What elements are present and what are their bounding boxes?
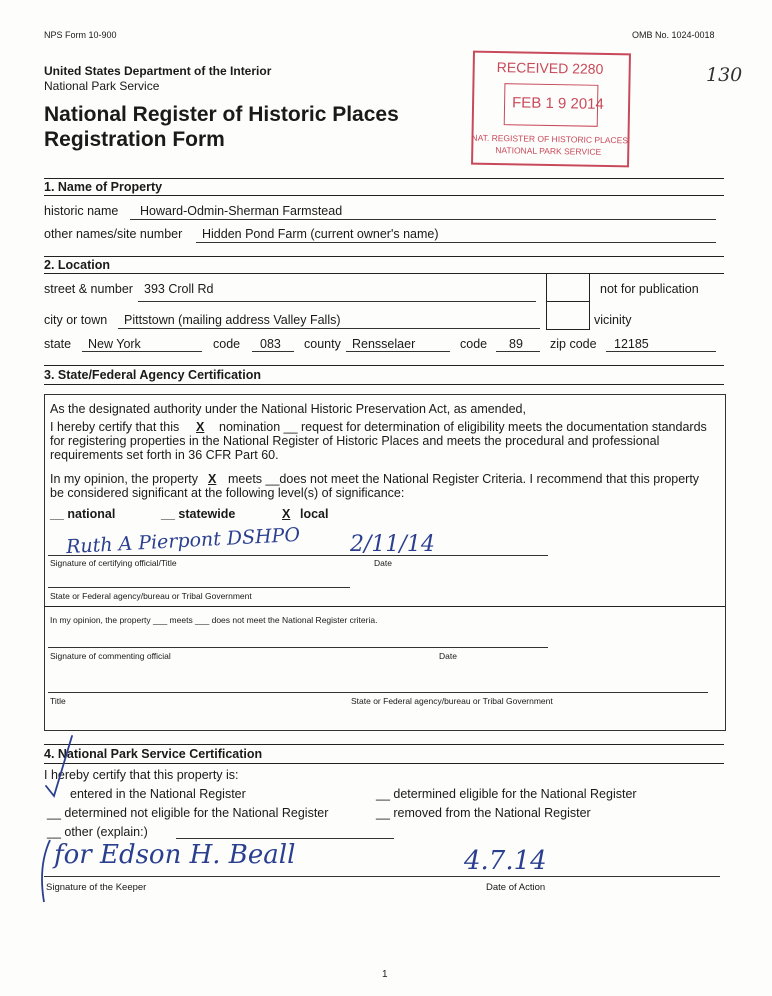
state-code-label: code (213, 337, 241, 351)
section3-rule-bottom (44, 384, 724, 385)
action-date-label: Date of Action (486, 882, 546, 893)
agency-label-2: State or Federal agency/bureau or Tribal Government (351, 696, 553, 706)
zip-line (606, 351, 716, 352)
cert-p2d: requirements set forth in 36 CFR Part 60. (50, 448, 279, 462)
page-number: 1 (382, 969, 388, 980)
department: United States Department of the Interior (44, 64, 272, 78)
cert-p1: As the designated authority under the National Historic Preservation Act, as amended, (50, 402, 526, 416)
county-code-label: code (460, 337, 488, 351)
state-code-value: 083 (260, 337, 281, 351)
street-label: street & number (44, 282, 133, 296)
county-line (346, 351, 450, 352)
level-local: local (300, 507, 329, 521)
section3-heading: 3. State/Federal Agency Certification (44, 368, 261, 382)
section1-rule-bottom (44, 195, 724, 196)
certifying-signature-label: Signature of certifying official/Title (50, 558, 177, 568)
city-value: Pittstown (mailing address Valley Falls) (124, 313, 341, 327)
received-stamp (471, 51, 631, 168)
stamp-line1: NAT. REGISTER OF HISTORIC PLACES (471, 132, 629, 146)
option-not-eligible[interactable]: __ determined not eligible for the National Register (47, 806, 329, 820)
cert-p2b: nomination __ request for determination of eligibility meets the documentation standards (219, 420, 707, 434)
option-entered[interactable]: entered in the National Register (70, 787, 246, 801)
cert-p2c: for registering properties in the National Register of Historic Places and meets the procedural and professional (50, 434, 660, 448)
section4-rule-bottom (44, 763, 724, 764)
section1-rule (44, 178, 724, 179)
certifying-date-label: Date (374, 558, 392, 568)
other-names-label: other names/site number (44, 227, 183, 241)
certifying-signature: Ruth A Pierpont DSHPO (65, 523, 301, 559)
option-removed[interactable]: __ removed from the National Register (376, 806, 591, 820)
agency-line (48, 587, 350, 588)
historic-name-line (130, 219, 716, 220)
state-code-line (252, 351, 294, 352)
city-line (118, 328, 540, 329)
level-national[interactable]: __ national (50, 507, 116, 521)
commenting-signature-label: Signature of commenting official (50, 651, 171, 661)
state-label: state (44, 337, 72, 351)
cert-p2-mark: X (196, 420, 205, 434)
section2-rule-bottom (44, 273, 724, 274)
commenting-signature-line (48, 647, 548, 648)
historic-name-value: Howard-Odmin-Sherman Farmstead (140, 204, 343, 218)
zip-value: 12185 (614, 337, 649, 351)
cert-p3b: meets __does not meet the National Register Criteria. I recommend that this property (228, 472, 700, 486)
handwritten-reference: 130 (706, 64, 743, 86)
certifying-signature-line (48, 555, 548, 556)
county-label: county (304, 337, 341, 351)
street-value: 393 Croll Rd (144, 282, 214, 296)
option-eligible[interactable]: __ determined eligible for the National Register (376, 787, 637, 801)
omb-number: OMB No. 1024-0018 (632, 30, 715, 40)
other-names-line (196, 242, 716, 243)
county-code-value: 89 (509, 337, 523, 351)
page-title-line2: Registration Form (44, 128, 225, 151)
state-value: New York (88, 337, 141, 351)
vicinity-checkbox[interactable] (546, 301, 590, 330)
stamp-line2: NATIONAL PARK SERVICE (495, 145, 602, 157)
zip-label: zip code (550, 337, 597, 351)
form-number: NPS Form 10-900 (44, 30, 117, 40)
historic-name-label: historic name (44, 204, 119, 218)
not-for-publication-label: not for publication (600, 282, 699, 296)
page-title-line1: National Register of Historic Places (44, 103, 399, 126)
cert-p3a: In my opinion, the property (50, 472, 198, 486)
county-value: Rensselaer (352, 337, 416, 351)
certification-divider (44, 606, 725, 607)
section4-intro: I hereby certify that this property is: (44, 768, 239, 782)
other-names-value: Hidden Pond Farm (current owner's name) (202, 227, 439, 241)
other-explain-line (176, 838, 394, 839)
stamp-received: RECEIVED 2280 (496, 59, 604, 77)
service: National Park Service (44, 79, 160, 93)
not-for-publication-checkbox[interactable] (546, 273, 590, 302)
stamp-date: FEB 1 9 2014 (511, 94, 604, 113)
option-other[interactable]: __ other (explain:) (47, 825, 148, 839)
street-line (138, 301, 536, 302)
keeper-bracket-icon (36, 836, 56, 906)
level-statewide[interactable]: __ statewide (161, 507, 236, 521)
title-label: Title (50, 696, 66, 706)
city-label: city or town (44, 313, 108, 327)
keeper-signature-line (44, 876, 720, 877)
vicinity-label: vicinity (594, 313, 632, 327)
action-date: 4.7.14 (464, 846, 547, 876)
section2-heading: 2. Location (44, 258, 110, 272)
section4-rule (44, 744, 724, 745)
certifying-date: 2/11/14 (350, 532, 435, 557)
cert-p3-mark: X (208, 472, 217, 486)
commenting-date-label: Date (439, 651, 457, 661)
section2-rule (44, 256, 724, 257)
county-code-line (496, 351, 540, 352)
opinion-line: In my opinion, the property ___ meets ___ does not meet the National Register criteria. (50, 615, 378, 625)
section3-rule (44, 365, 724, 366)
title-line (48, 692, 708, 693)
cert-p2a: I hereby certify that this (50, 420, 180, 434)
keeper-signature: for Edson H. Beall (54, 840, 296, 870)
state-line (82, 351, 202, 352)
level-local-mark[interactable]: X (282, 507, 291, 521)
keeper-signature-label: Signature of the Keeper (46, 882, 147, 893)
agency-label: State or Federal agency/bureau or Tribal Government (50, 591, 252, 601)
section1-heading: 1. Name of Property (44, 180, 163, 194)
section4-heading: 4. National Park Service Certification (44, 747, 263, 761)
cert-p3c: be considered significant at the following level(s) of significance: (50, 486, 405, 500)
